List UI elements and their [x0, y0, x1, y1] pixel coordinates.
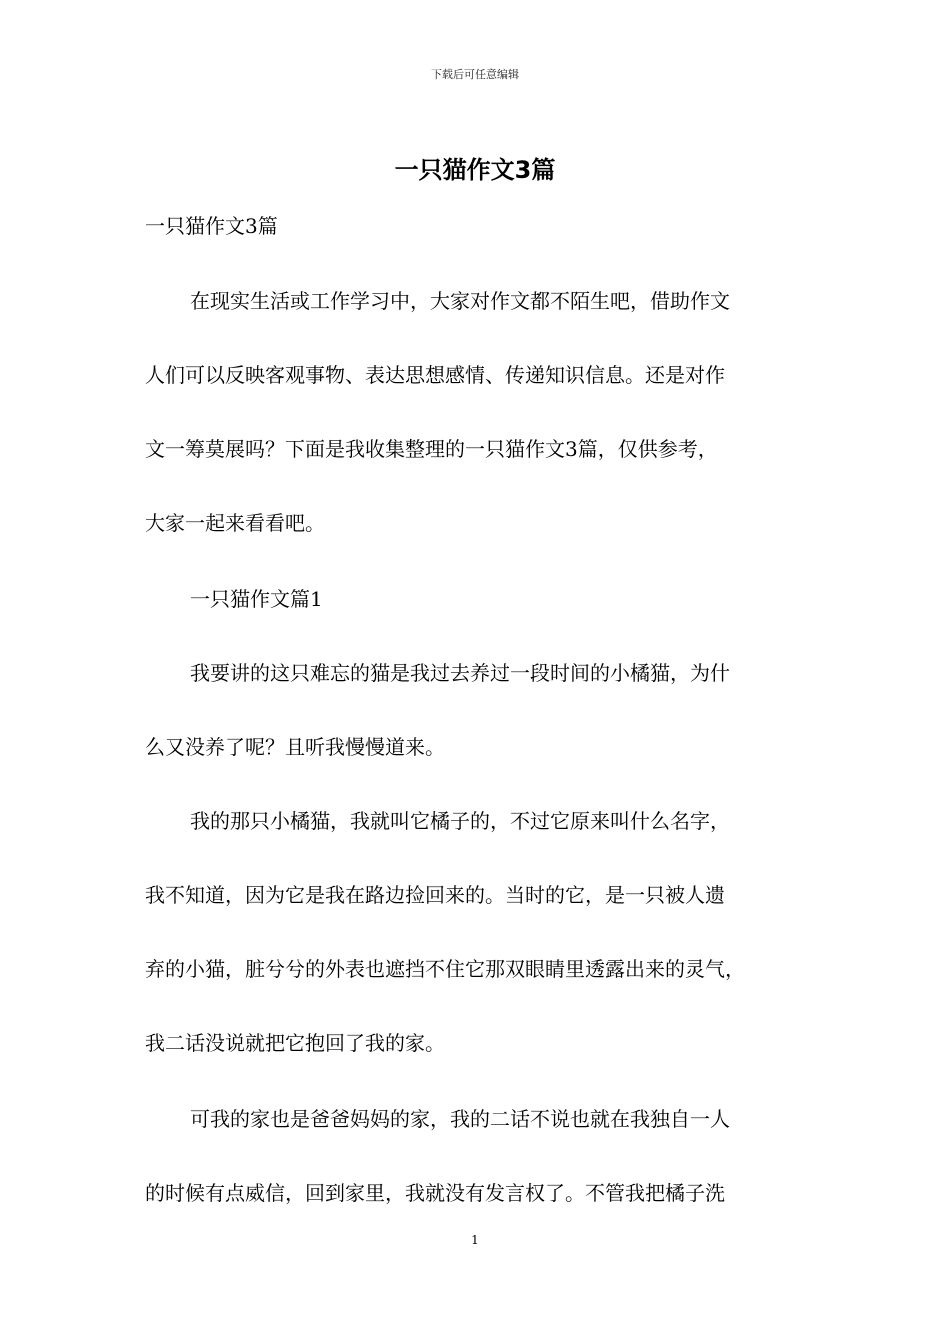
paragraph-2-line-1: 我要讲的这只难忘的猫是我过去养过一段时间的小橘猫，为什 [190, 661, 730, 685]
document-title: 一只猫作文3篇 [394, 156, 556, 184]
paragraph-3-line-4: 我二话没说就把它抱回了我的家。 [145, 1031, 445, 1055]
paragraph-1-line-2: 人们可以反映客观事物、表达思想感情、传递知识信息。还是对作 [145, 363, 725, 387]
paragraph-4-line-2: 的时候有点威信，回到家里，我就没有发言权了。不管我把橘子洗 [145, 1181, 725, 1205]
paragraph-4-line-1: 可我的家也是爸爸妈妈的家，我的二话不说也就在我独自一人 [190, 1107, 730, 1131]
page-number: 1 [471, 1233, 479, 1247]
subtitle: 一只猫作文3篇 [145, 214, 278, 238]
paragraph-1-line-3: 文一筹莫展吗？下面是我收集整理的一只猫作文3篇，仅供参考， [145, 437, 718, 461]
header-note: 下载后可任意编辑 [431, 68, 519, 81]
paragraph-1-line-4: 大家一起来看看吧。 [145, 511, 325, 535]
paragraph-3-line-2: 我不知道，因为它是我在路边捡回来的。当时的它，是一只被人遗 [145, 883, 725, 907]
paragraph-2-line-2: 么又没养了呢？且听我慢慢道来。 [145, 735, 445, 759]
section-heading-1: 一只猫作文篇1 [190, 587, 323, 611]
paragraph-1-line-1: 在现实生活或工作学习中，大家对作文都不陌生吧，借助作文 [190, 289, 730, 313]
paragraph-3-line-1: 我的那只小橘猫，我就叫它橘子的，不过它原来叫什么名字， [190, 809, 730, 833]
paragraph-3-line-3: 弃的小猫，脏兮兮的外表也遮挡不住它那双眼睛里透露出来的灵气， [145, 957, 745, 981]
